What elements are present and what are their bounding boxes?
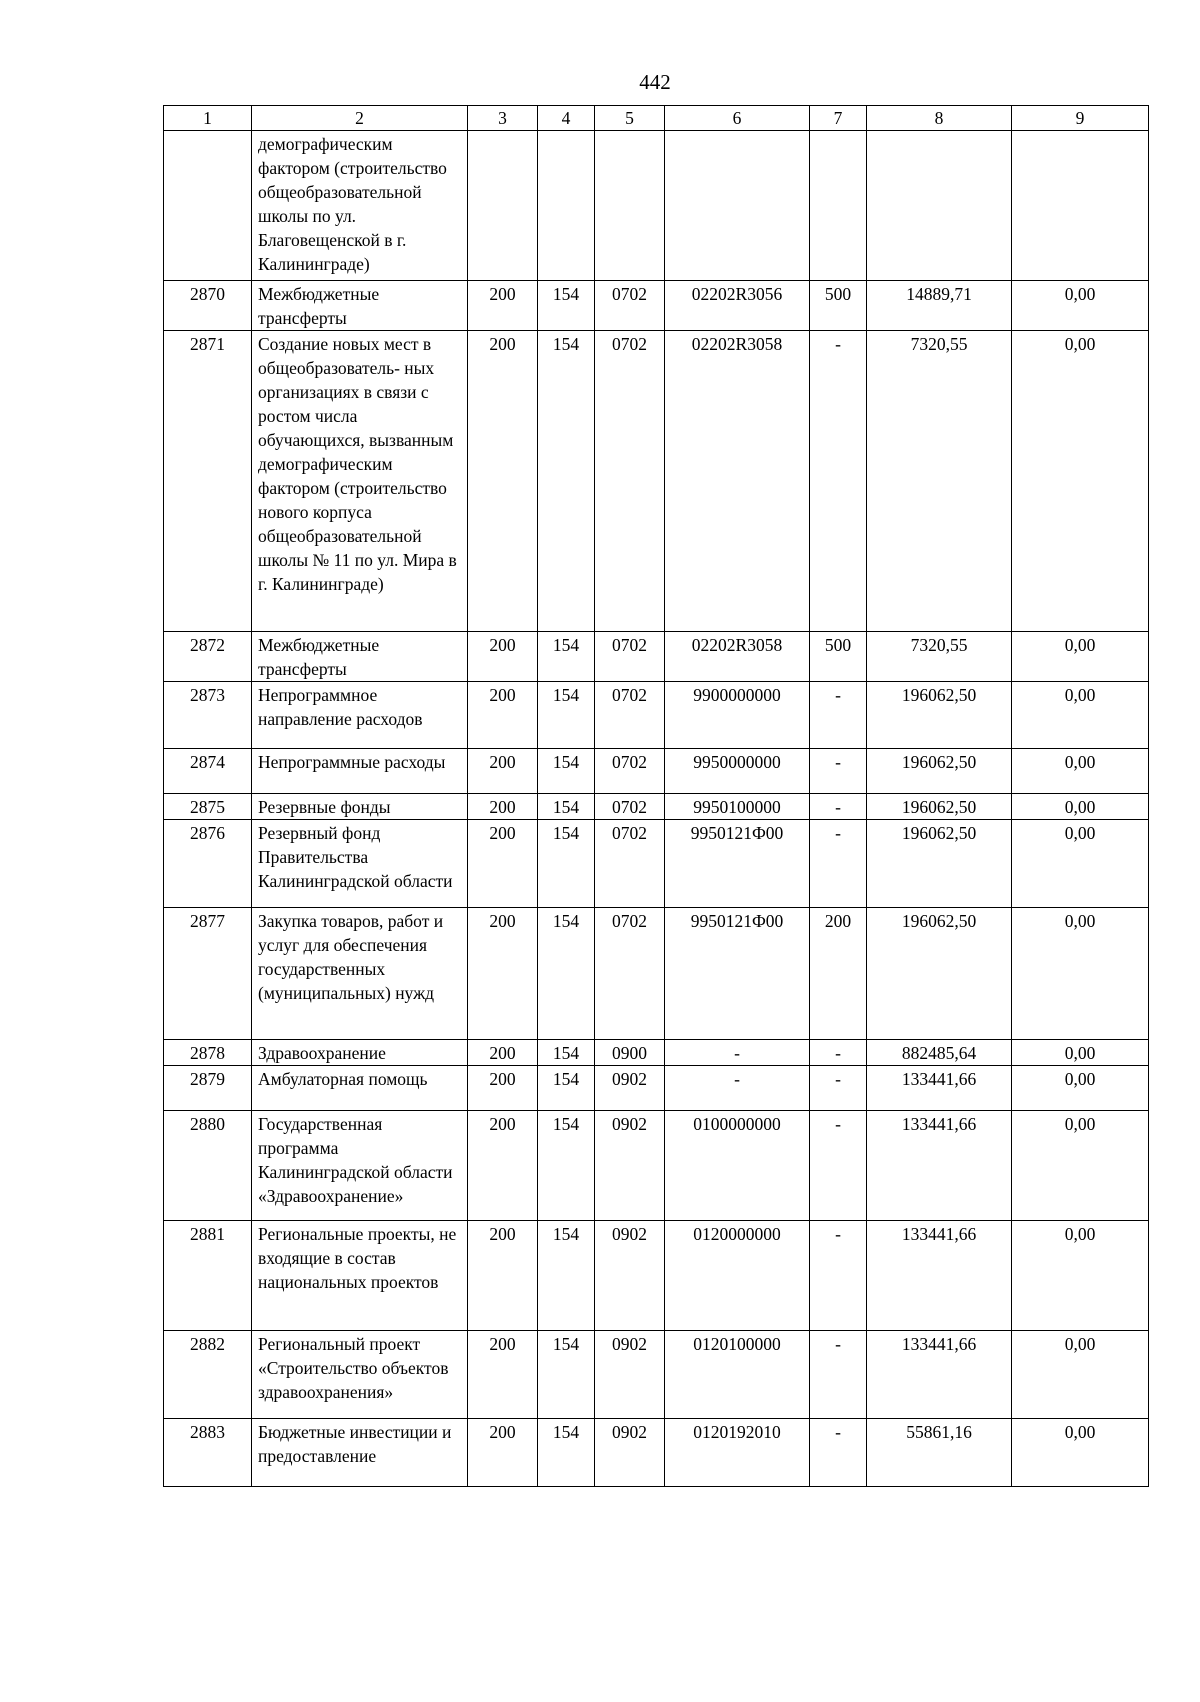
ministry-code: [468, 131, 538, 281]
expense-name: Резервный фонд Правительства Калининградской области: [252, 820, 468, 908]
amount-cell: 14889,71: [867, 281, 1012, 331]
section-code: 154: [538, 794, 595, 820]
row-number: 2873: [164, 682, 252, 749]
table-row: [164, 820, 1149, 908]
ministry-code: 200: [468, 908, 538, 1040]
column-header-4: 4: [538, 106, 595, 131]
subsection-code: 0702: [595, 749, 665, 794]
target-article-code: 9950100000: [665, 794, 810, 820]
row-number: 2877: [164, 908, 252, 1040]
row-number: 2880: [164, 1111, 252, 1221]
subsection-code: 0900: [595, 1040, 665, 1066]
section-code: 154: [538, 820, 595, 908]
row-number: 2883: [164, 1419, 252, 1487]
target-article-code: 02202R3058: [665, 331, 810, 632]
expense-type-code: -: [810, 820, 867, 908]
expense-name: Бюджетные инвестиции и предоставление: [252, 1419, 468, 1487]
section-code: 154: [538, 749, 595, 794]
subsection-code: 0702: [595, 820, 665, 908]
expense-name: Здравоохранение: [252, 1040, 468, 1066]
table-row: [164, 1419, 1149, 1487]
target-article-code: 9900000000: [665, 682, 810, 749]
amount2-cell: 0,00: [1012, 1066, 1149, 1111]
column-header-8: 8: [867, 106, 1012, 131]
target-article-code: 0100000000: [665, 1111, 810, 1221]
expense-name: Государственная программа Калининградской области «Здравоохранение»: [252, 1111, 468, 1221]
section-code: 154: [538, 908, 595, 1040]
row-number: 2870: [164, 281, 252, 331]
column-header-9: 9: [1012, 106, 1149, 131]
target-article-code: 9950121Ф00: [665, 820, 810, 908]
column-header-1: 1: [164, 106, 252, 131]
section-code: 154: [538, 1419, 595, 1487]
section-code: 154: [538, 1111, 595, 1221]
amount2-cell: 0,00: [1012, 682, 1149, 749]
amount2-cell: 0,00: [1012, 331, 1149, 632]
table-body: [164, 131, 1149, 1487]
amount2-cell: 0,00: [1012, 749, 1149, 794]
expense-type-code: -: [810, 1221, 867, 1331]
expense-name: демографическим фактором (строительство общеобразовательной школы по ул. Благовещенской в г. Калининграде): [252, 131, 468, 281]
table-row: [164, 682, 1149, 749]
expense-name: Создание новых мест в общеобразователь- ных организациях в связи с ростом числа обучающихся, вызванным демографическим фактором (строительство нового корпуса общеобразовательной школы № 11 по ул. Мира в г. Калининграде): [252, 331, 468, 632]
target-article-code: -: [665, 1066, 810, 1111]
row-number: 2874: [164, 749, 252, 794]
amount2-cell: 0,00: [1012, 632, 1149, 682]
amount2-cell: [1012, 131, 1149, 281]
subsection-code: 0702: [595, 682, 665, 749]
amount2-cell: 0,00: [1012, 281, 1149, 331]
amount-cell: 7320,55: [867, 632, 1012, 682]
table-row: [164, 794, 1149, 820]
header-row: [164, 106, 1149, 131]
amount-cell: 196062,50: [867, 794, 1012, 820]
table-row: [164, 281, 1149, 331]
column-header-5: 5: [595, 106, 665, 131]
amount-cell: 55861,16: [867, 1419, 1012, 1487]
subsection-code: 0902: [595, 1221, 665, 1331]
table-row: [164, 632, 1149, 682]
row-number: 2882: [164, 1331, 252, 1419]
page-number: 442: [639, 70, 671, 94]
section-code: 154: [538, 1066, 595, 1111]
subsection-code: 0702: [595, 331, 665, 632]
expense-type-code: 200: [810, 908, 867, 1040]
ministry-code: 200: [468, 632, 538, 682]
amount-cell: 196062,50: [867, 749, 1012, 794]
expense-type-code: -: [810, 749, 867, 794]
ministry-code: 200: [468, 281, 538, 331]
amount2-cell: 0,00: [1012, 908, 1149, 1040]
ministry-code: 200: [468, 1040, 538, 1066]
ministry-code: 200: [468, 749, 538, 794]
expense-name: Закупка товаров, работ и услуг для обеспечения государственных (муниципальных) нужд: [252, 908, 468, 1040]
amount2-cell: 0,00: [1012, 1040, 1149, 1066]
column-header-7: 7: [810, 106, 867, 131]
subsection-code: 0702: [595, 632, 665, 682]
ministry-code: 200: [468, 1111, 538, 1221]
table-row: [164, 908, 1149, 1040]
row-number: 2878: [164, 1040, 252, 1066]
expense-type-code: -: [810, 1066, 867, 1111]
row-number: 2876: [164, 820, 252, 908]
row-number: 2871: [164, 331, 252, 632]
table-row: [164, 1221, 1149, 1331]
expense-type-code: 500: [810, 281, 867, 331]
table-header: [164, 106, 1149, 131]
amount2-cell: 0,00: [1012, 1111, 1149, 1221]
expense-type-code: -: [810, 1419, 867, 1487]
ministry-code: 200: [468, 1066, 538, 1111]
ministry-code: 200: [468, 794, 538, 820]
amount-cell: 882485,64: [867, 1040, 1012, 1066]
row-number: 2872: [164, 632, 252, 682]
amount-cell: 133441,66: [867, 1331, 1012, 1419]
subsection-code: [595, 131, 665, 281]
target-article-code: -: [665, 1040, 810, 1066]
table-row: [164, 331, 1149, 632]
subsection-code: 0902: [595, 1111, 665, 1221]
target-article-code: 02202R3058: [665, 632, 810, 682]
expense-type-code: -: [810, 1331, 867, 1419]
subsection-code: 0702: [595, 281, 665, 331]
target-article-code: 0120000000: [665, 1221, 810, 1331]
expense-type-code: -: [810, 682, 867, 749]
expense-type-code: 500: [810, 632, 867, 682]
row-number: 2879: [164, 1066, 252, 1111]
expense-type-code: -: [810, 794, 867, 820]
section-code: 154: [538, 1221, 595, 1331]
budget-table: [163, 105, 1149, 1487]
target-article-code: 9950121Ф00: [665, 908, 810, 1040]
amount2-cell: 0,00: [1012, 794, 1149, 820]
amount-cell: 133441,66: [867, 1111, 1012, 1221]
section-code: 154: [538, 632, 595, 682]
row-number: [164, 131, 252, 281]
amount-cell: 196062,50: [867, 820, 1012, 908]
table-row: [164, 1066, 1149, 1111]
expense-type-code: -: [810, 1040, 867, 1066]
amount-cell: 196062,50: [867, 682, 1012, 749]
subsection-code: 0902: [595, 1419, 665, 1487]
table-row: [164, 1331, 1149, 1419]
target-article-code: 0120100000: [665, 1331, 810, 1419]
amount2-cell: 0,00: [1012, 820, 1149, 908]
section-code: 154: [538, 682, 595, 749]
amount-cell: 133441,66: [867, 1066, 1012, 1111]
target-article-code: 02202R3056: [665, 281, 810, 331]
amount-cell: 7320,55: [867, 331, 1012, 632]
expense-name: Региональный проект «Строительство объектов здравоохранения»: [252, 1331, 468, 1419]
target-article-code: 9950000000: [665, 749, 810, 794]
target-article-code: 0120192010: [665, 1419, 810, 1487]
target-article-code: [665, 131, 810, 281]
amount-cell: 133441,66: [867, 1221, 1012, 1331]
table-row: [164, 1040, 1149, 1066]
table-row: [164, 131, 1149, 281]
ministry-code: 200: [468, 1419, 538, 1487]
ministry-code: 200: [468, 331, 538, 632]
expense-name: Амбулаторная помощь: [252, 1066, 468, 1111]
expense-name: Непрограммное направление расходов: [252, 682, 468, 749]
subsection-code: 0702: [595, 794, 665, 820]
subsection-code: 0902: [595, 1331, 665, 1419]
subsection-code: 0702: [595, 908, 665, 1040]
section-code: [538, 131, 595, 281]
section-code: 154: [538, 281, 595, 331]
amount-cell: [867, 131, 1012, 281]
table-row: [164, 1111, 1149, 1221]
expense-type-code: [810, 131, 867, 281]
expense-type-code: -: [810, 331, 867, 632]
expense-type-code: -: [810, 1111, 867, 1221]
ministry-code: 200: [468, 1331, 538, 1419]
amount2-cell: 0,00: [1012, 1419, 1149, 1487]
ministry-code: 200: [468, 1221, 538, 1331]
section-code: 154: [538, 1040, 595, 1066]
row-number: 2881: [164, 1221, 252, 1331]
table-row: [164, 749, 1149, 794]
row-number: 2875: [164, 794, 252, 820]
expense-name: Межбюджетные трансферты: [252, 632, 468, 682]
column-header-3: 3: [468, 106, 538, 131]
ministry-code: 200: [468, 820, 538, 908]
expense-name: Непрограммные расходы: [252, 749, 468, 794]
expense-name: Межбюджетные трансферты: [252, 281, 468, 331]
amount2-cell: 0,00: [1012, 1221, 1149, 1331]
column-header-6: 6: [665, 106, 810, 131]
expense-name: Резервные фонды: [252, 794, 468, 820]
section-code: 154: [538, 1331, 595, 1419]
amount-cell: 196062,50: [867, 908, 1012, 1040]
amount2-cell: 0,00: [1012, 1331, 1149, 1419]
column-header-2: 2: [252, 106, 468, 131]
expense-name: Региональные проекты, не входящие в состав национальных проектов: [252, 1221, 468, 1331]
subsection-code: 0902: [595, 1066, 665, 1111]
ministry-code: 200: [468, 682, 538, 749]
section-code: 154: [538, 331, 595, 632]
